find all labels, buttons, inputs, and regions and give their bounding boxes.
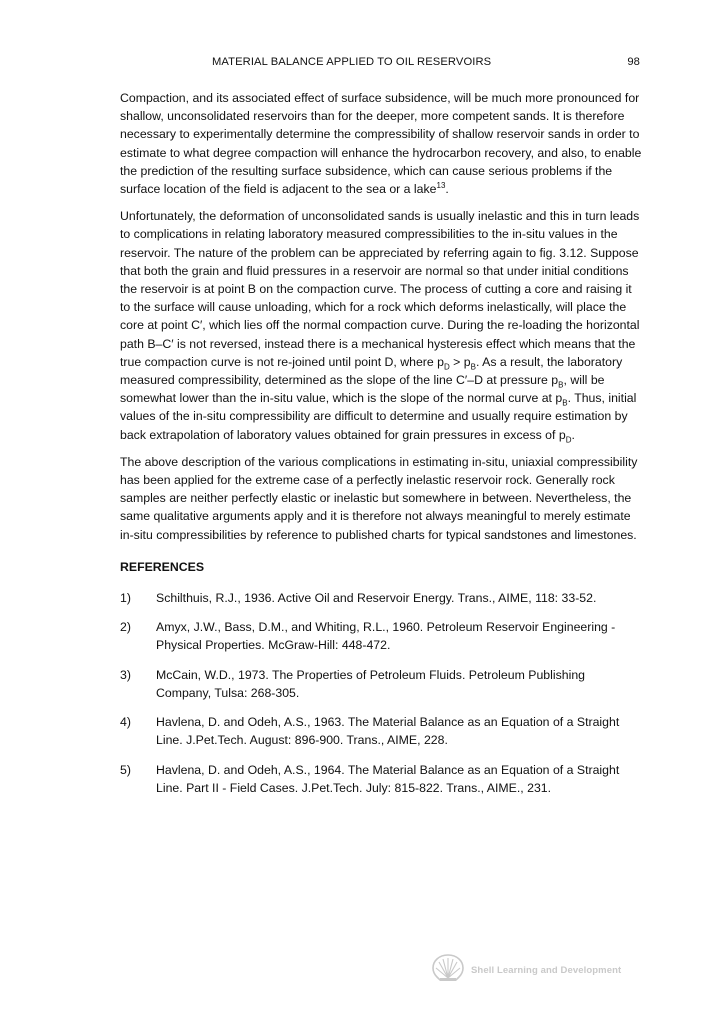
reference-text: Havlena, D. and Odeh, A.S., 1963. The Material Balance as an Equation of a Straight Line. J.Pet.Tech. August: 896-900. Trans., AIME, 228. [156,715,620,748]
paragraph-inelastic-deformation: Unfortunately, the deformation of unconsolidated sands is usually inelastic and this in turn leads to complications in relating laboratory measured compressibilities to the in-situ values in the reservoir. The nature of the problem can be appreciated by referring again to fig. 3.12. Suppose that both the grain and fluid pressures in a reservoir are normal so that under initial conditions the reservoir is at point B on the compaction curve. The process of cutting a core and raising it to the surface will cause unloading, which for a rock which deforms inelastically, will place the core at point C′, which lies off the normal compaction curve. During the re-loading the horizontal path B–C′ is not reversed, instead there is a mechanical hysteresis effect which means that the true compaction curve is not re-joined until point D, where $p_D > p_B$. As a result, the laboratory measured compressibility, determined as the slope of the line C′–D at pressure $p_B$, will be somewhat lower than the in-situ value, which is the slope of the normal curve at $p_B$. Thus, initial values of the in-situ compressibility are difficult to determine and usually require estimation by back extrapolation of laboratory values obtained for grain pressures in excess of $p_D$. [120,209,640,445]
page-number: 98 [627,56,640,68]
reference-text: Schilthuis, R.J., 1936. Active Oil and Reservoir Energy. Trans., AIME, 118: 33-52. [156,591,597,606]
reference-number: 1) [120,591,131,606]
references-heading: REFERENCES [120,559,205,574]
shell-logo-icon [431,953,465,988]
reference-item [120,713,642,749]
reference-text: McCain, W.D., 1973. The Properties of Petroleum Fluids. Petroleum Publishing Company, Tulsa: 268-305. [156,667,585,700]
reference-item [120,618,642,654]
reference-item [120,589,642,607]
reference-number: 5) [120,762,131,777]
reference-number: 2) [120,620,131,635]
reference-text: Havlena, D. and Odeh, A.S., 1964. The Material Balance as an Equation of a Straight Line. Part II - Field Cases. J.Pet.Tech. July: 815-822. Trans., AIME., 231. [156,762,620,795]
paragraph-summary: The above description of the various complications in estimating in-situ, uniaxial compressibility has been applied for the extreme case of a perfectly inelastic reservoir rock. Generally rock samples are neither perfectly elastic or inelastic but somewhere in between. Nevertheless, the same qualitative arguments apply and it is therefore not always meaningful to merely estimate in-situ compressibilities by reference to published charts for typical sandstones and limestones. [120,454,638,542]
paragraph-compaction: Compaction, and its associated effect of surface subsidence, will be much more pronounced for shallow, unconsolidated reservoirs than for the deeper, more competent sands. It is therefore necessary to experimentally determine the compressibility of shallow reservoir sands in order to estimate to what degree compaction will enhance the hydrocarbon recovery, and also, to enable the prediction of the resulting surface subsidence, which can cause serious problems if the surface location of the field is adjacent to the sea or a lake$^{13}$. [120,91,642,197]
footer-brand: Shell Learning and Development [471,964,622,976]
reference-item [120,666,642,702]
page-footer [431,955,651,985]
reference-number: 4) [120,715,131,730]
page-body [120,89,642,808]
reference-item [120,761,642,797]
reference-text: Amyx, J.W., Bass, D.M., and Whiting, R.L., 1960. Petroleum Reservoir Engineering - Physical Properties. McGraw-Hill: 448-472. [156,620,616,653]
reference-number: 3) [120,667,131,682]
citation-superscript: 13 [436,180,446,190]
page-header [120,56,640,70]
running-title: MATERIAL BALANCE APPLIED TO OIL RESERVOIRS [212,56,492,68]
